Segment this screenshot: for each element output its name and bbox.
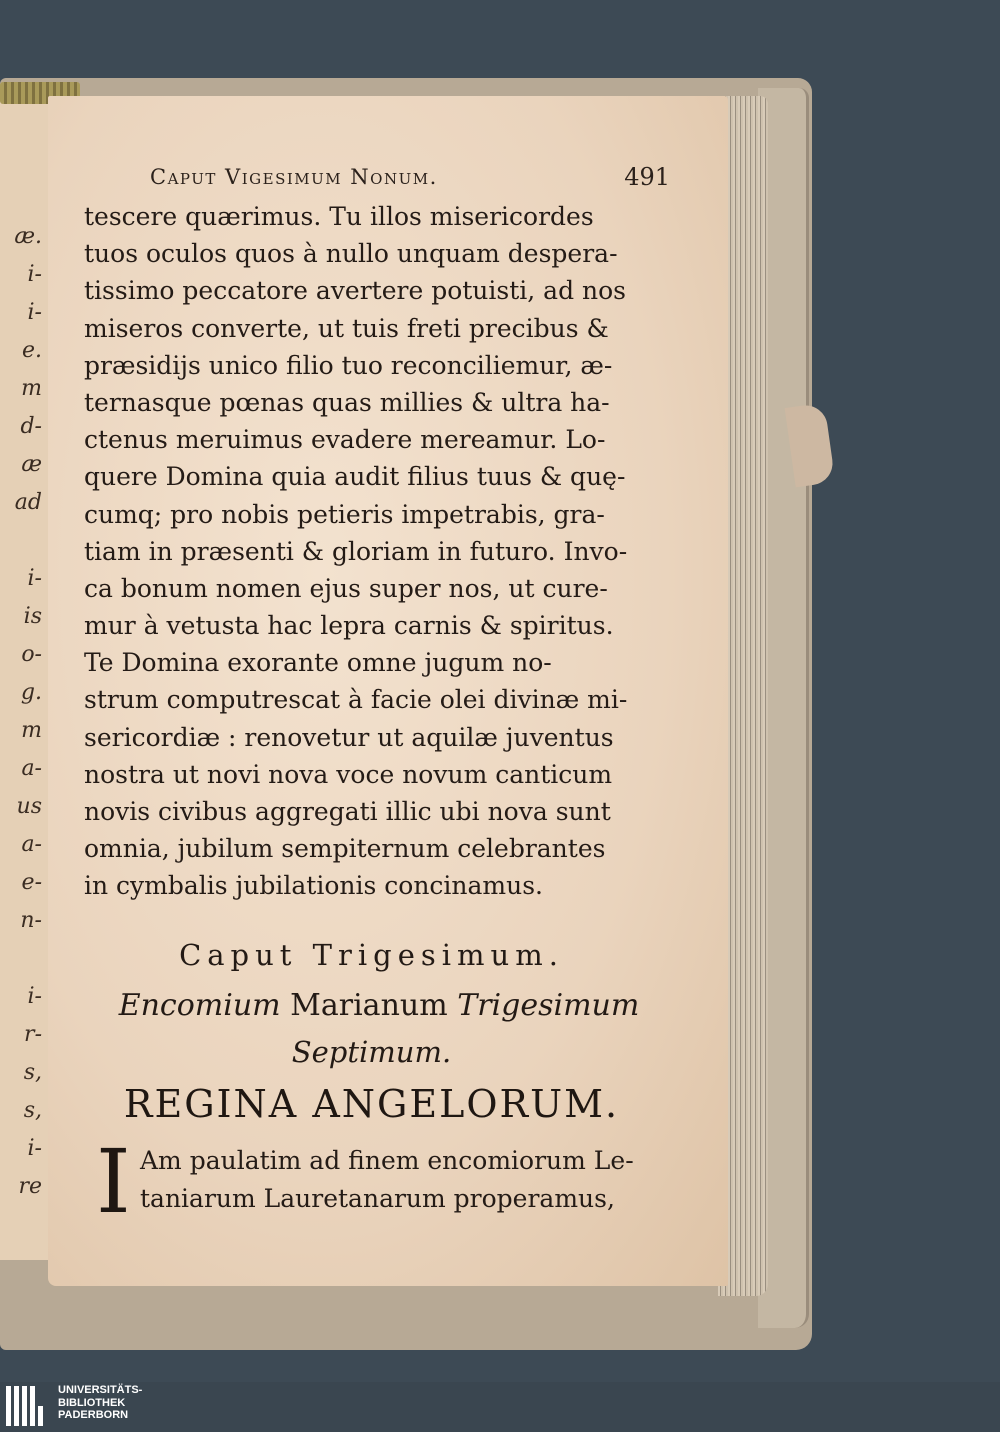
left-fragment: o-	[21, 642, 42, 667]
left-fragment: g.	[20, 680, 42, 705]
left-fragment: ad	[14, 490, 42, 515]
library-logo-text	[58, 1384, 142, 1422]
left-fragment: s,	[23, 1098, 42, 1123]
final-lines	[140, 1142, 670, 1218]
body-line: quere Domina quia audit filius tuus & quę-	[84, 462, 626, 492]
left-fragment: a-	[21, 756, 42, 781]
left-fragment: i-	[27, 566, 42, 591]
body-line: Te Domina exorante omne jugum no-	[84, 648, 552, 678]
body-line: præsidijs unico filio tuo reconciliemur, æ-	[84, 350, 613, 380]
left-fragment: a-	[21, 832, 42, 857]
left-fragment: m	[21, 376, 42, 401]
body-line: ternasque pœnas quas millies & ultra ha-	[84, 387, 610, 417]
body-line: sericordiæ : renovetur ut aquilæ juventus	[84, 722, 614, 752]
body-line: miseros converte, ut tuis freti precibus &	[84, 313, 609, 343]
body-line: in cymbalis jubilationis concinamus.	[84, 871, 544, 901]
logo-line: UNIVERSITÄTS-	[58, 1384, 143, 1396]
body-text	[84, 198, 659, 905]
body-line: novis civibus aggregati illic ubi nova sunt	[84, 797, 611, 826]
body-line: nostra ut novi nova voce novum canticum	[84, 759, 613, 789]
encomium-subtitle: Septimum.	[291, 1035, 452, 1069]
page-number: 491	[624, 163, 670, 191]
section-title: REGINA ANGELORUM.	[123, 1082, 620, 1126]
left-fragment: e.	[21, 338, 42, 363]
left-fragment: æ.	[14, 224, 42, 249]
body-line: ctenus meruimus evadere mereamur. Lo-	[84, 425, 606, 455]
left-fragment: i-	[27, 262, 42, 287]
library-logo-icon	[6, 1386, 50, 1426]
body-line: tiam in præsenti & gloriam in futuro. Invo-	[84, 536, 628, 566]
left-fragment: m	[21, 718, 42, 743]
logo-line: PADERBORN	[58, 1409, 129, 1421]
body-line: ca bonum nomen ejus super nos, ut cure-	[84, 573, 608, 603]
encomium-title	[84, 988, 674, 1023]
body-line: strum computrescat à facie olei divinæ mi-	[84, 685, 628, 715]
encomium-word-2: Marianum	[290, 988, 448, 1023]
encomium-word-3: Trigesimum	[457, 988, 640, 1023]
body-line: tuos oculos quos à nullo unquam despera-	[84, 239, 618, 269]
body-line: tescere quærimus. Tu illos misericordes	[84, 202, 594, 231]
left-fragment: i-	[27, 1136, 42, 1161]
left-fragment	[2, 940, 42, 978]
body-line: tissimo peccatore avertere potuisti, ad nos	[84, 276, 627, 306]
body-line: cumq; pro nobis petieris impetrabis, gra-	[84, 499, 605, 529]
running-title: Caput Vigesimum Nonum.	[150, 165, 438, 189]
body-line: omnia, jubilum sempiternum celebrantes	[84, 834, 606, 864]
left-fragment: re	[18, 1174, 42, 1199]
left-fragment: us	[16, 794, 42, 819]
drop-cap: I	[96, 1130, 131, 1233]
chapter-heading: Caput Trigesimum.	[179, 938, 564, 972]
left-page	[0, 100, 52, 1260]
left-fragment: r-	[24, 1022, 42, 1047]
left-page-fragments	[2, 218, 42, 1206]
running-head	[150, 165, 670, 199]
left-fragment: i-	[27, 984, 42, 1009]
left-fragment: n-	[20, 908, 42, 933]
body-line: mur à vetusta hac lepra carnis & spiritus.	[84, 611, 614, 641]
final-line: Am paulatim ad finem encomiorum Le-	[140, 1146, 634, 1175]
final-line: taniarum Lauretanarum properamus,	[140, 1184, 615, 1213]
footer-bar	[0, 1382, 1000, 1432]
left-fragment: d-	[20, 414, 42, 439]
left-fragment: e-	[21, 870, 42, 895]
left-fragment	[2, 522, 42, 560]
logo-line: BIBLIOTHEK	[58, 1396, 126, 1409]
left-fragment: i-	[27, 300, 42, 325]
left-fragment: is	[23, 604, 42, 629]
left-fragment: s,	[23, 1060, 42, 1085]
encomium-word-1: Encomium	[118, 988, 281, 1023]
left-fragment: æ	[21, 452, 42, 477]
